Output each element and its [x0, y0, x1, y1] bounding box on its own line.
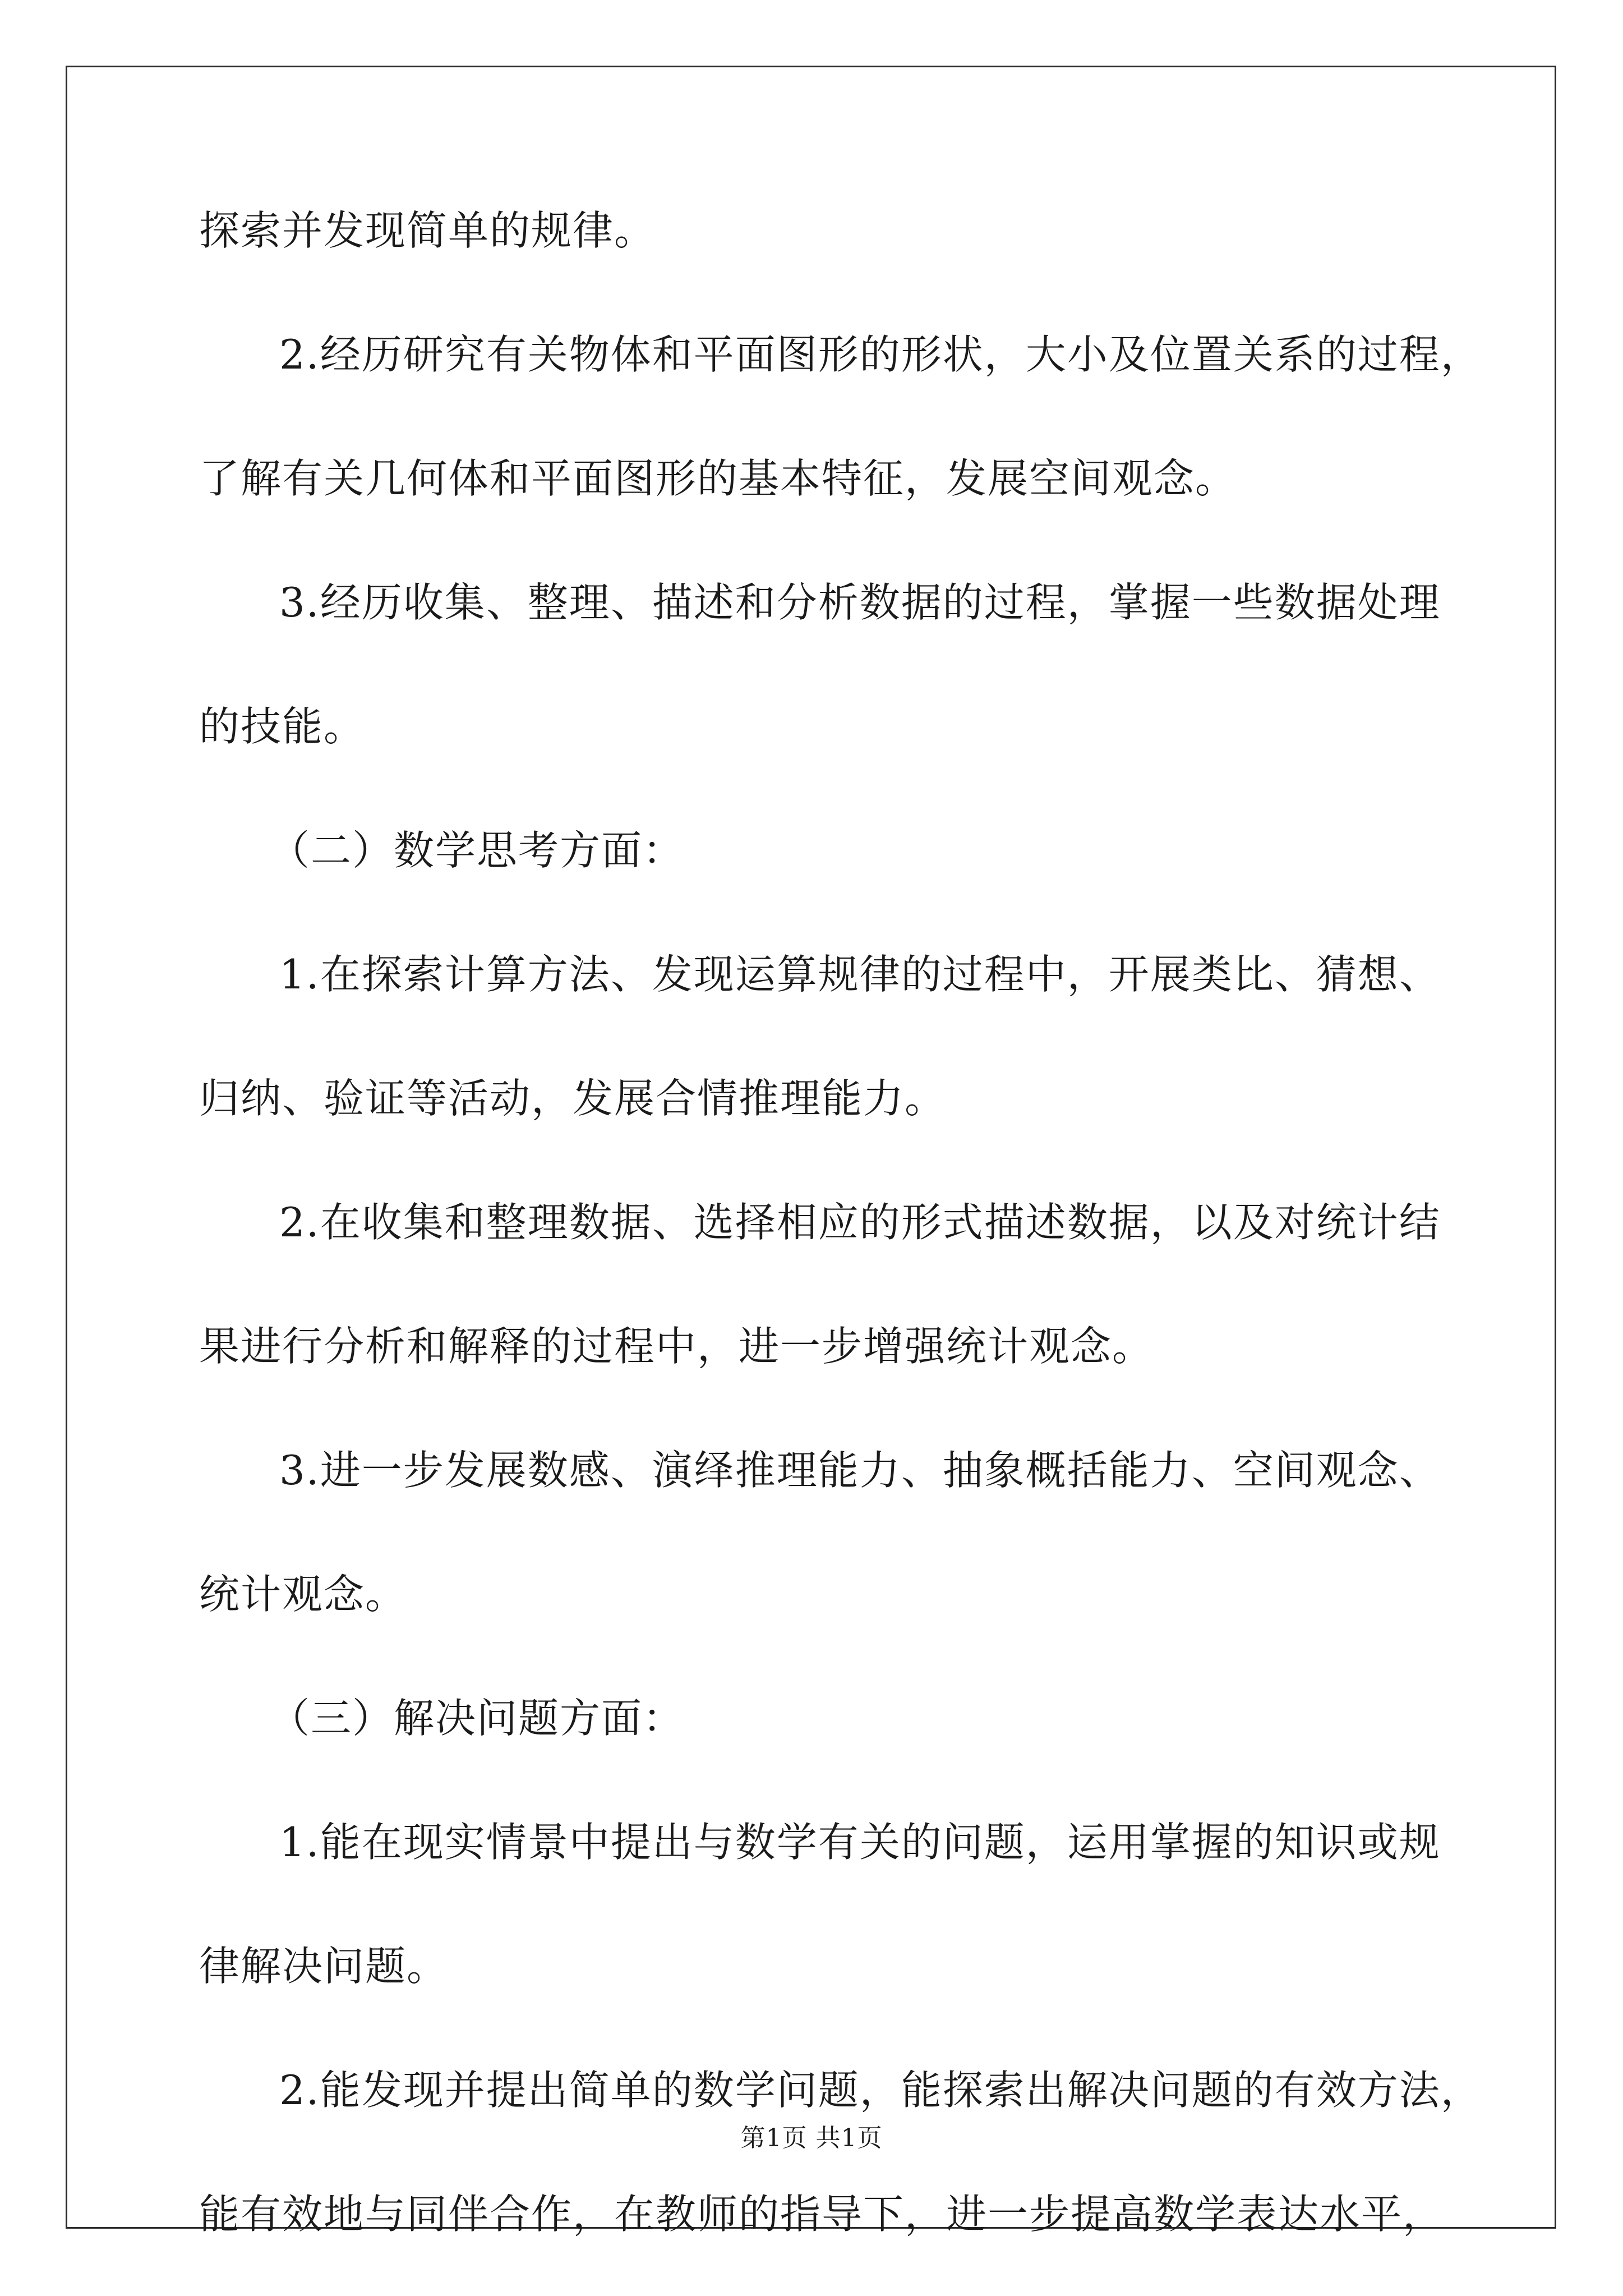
text-line: 了解有关几何体和平面图形的基本特征，发展空间观念。 — [199, 455, 1237, 502]
text-line: 归纳、验证等活动，发展合情推理能力。 — [199, 1075, 947, 1122]
text-line: 的技能。 — [199, 703, 366, 750]
text-line: 律解决问题。 — [199, 1943, 449, 1990]
text-line: 果进行分析和解释的过程中，进一步增强统计观念。 — [199, 1323, 1154, 1370]
text-line: 1.能在现实情景中提出与数学有关的问题，运用掌握的知识或规 — [279, 1819, 1441, 1866]
page-border — [66, 66, 1556, 2229]
page-number-footer: 第1页 共1页 — [740, 2124, 883, 2152]
section-heading: （二）数学思考方面： — [269, 827, 685, 874]
text-line: 探索并发现简单的规律。 — [199, 207, 656, 254]
text-line: 2.经历研究有关物体和平面图形的形状，大小及位置关系的过程， — [279, 331, 1482, 378]
text-line: 2.能发现并提出简单的数学问题，能探索出解决问题的有效方法， — [279, 2067, 1482, 2114]
text-line: 1.在探索计算方法、发现运算规律的过程中，开展类比、猜想、 — [279, 951, 1441, 998]
text-line: 3.进一步发展数感、演绎推理能力、抽象概括能力、空间观念、 — [279, 1447, 1441, 1494]
section-heading: （三）解决问题方面： — [269, 1695, 685, 1742]
text-line: 能有效地与同伴合作，在教师的指导下，进一步提高数学表达水平， — [199, 2191, 1445, 2238]
text-line: 2.在收集和整理数据、选择相应的形式描述数据，以及对统计结 — [279, 1199, 1441, 1246]
text-line: 统计观念。 — [199, 1571, 407, 1618]
text-line: 3.经历收集、整理、描述和分析数据的过程，掌握一些数据处理 — [279, 579, 1441, 626]
